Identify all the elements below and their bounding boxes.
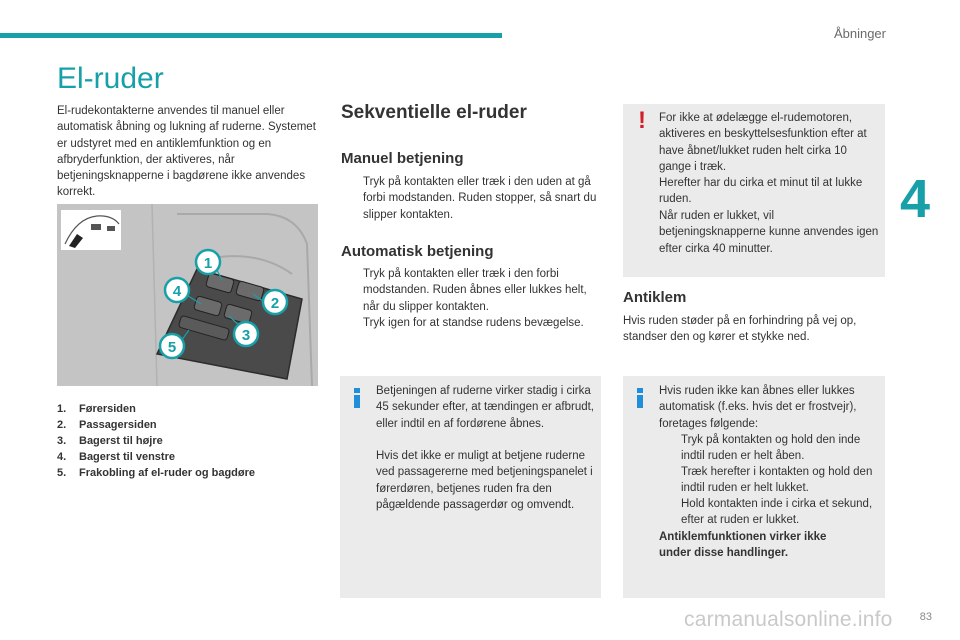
callout-1 (196, 250, 220, 274)
auto-bullet-1: Tryk på kontakten eller træk i den forbi modstanden. Ruden åbnes eller lukkes helt, når du slipper kontakten. (363, 268, 587, 313)
info-icon (637, 388, 643, 408)
manual-bullet: Tryk på kontakten eller træk i den uden at gå forbi modstanden. Ruden stopper, så snart du slipper kontakten. (363, 176, 597, 221)
svg-text:2: 2 (270, 295, 280, 312)
warning-box: ! For ikke at ødelægge el-rudemotoren, aktiveres en beskyttelsesfunktion efter at have åbnet/lukket ruden helt cirka 10 gange i træk. Herefter har du cirka et minut til at lukke ruden. Når ruden er lukket, vil betjeningsknapperne kunne anvendes igen efter cirka 40 minutter. (623, 104, 885, 277)
switch-panel-drawing (57, 204, 318, 386)
car-interior-icon (61, 210, 121, 250)
manual-heading: Manuel betjening (341, 150, 464, 167)
antiklem-paragraph: Hvis ruden støder på en forhindring på vej op, standser den og kører et stykke ned. (623, 315, 857, 344)
callout-2 (263, 290, 287, 314)
list-item: 3. Bagerst til højre (57, 435, 163, 447)
list-item: 1. Førersiden (57, 403, 136, 415)
svg-text:3: 3 (241, 327, 251, 344)
list-item: 4. Bagerst til venstre (57, 451, 175, 463)
frost-bullet-3: Hold kontakten inde i cirka et sekund, efter at ruden er lukket. (681, 498, 873, 527)
watermark: carmanualsonline.info (684, 608, 893, 631)
warning-icon: ! (638, 107, 646, 134)
header-accent-bar (0, 33, 502, 38)
callout-5 (160, 334, 184, 358)
info-box-frost: Hvis ruden ikke kan åbnes eller lukkes automatisk (f.eks. hvis det er frostvejr), foretages følgende: Tryk på kontakten og hold den inde indtil ruden er helt åben. Træk herefter i kontakten og hold den indtil ruden er helt lukket. Hold kontakten inde i cirka et sekund, efter at ruden er lukket. Antiklemfunktionen virker ikke under disse handlinger. (623, 376, 885, 598)
list-item: 5. Frakobling af el-ruder og bagdøre (57, 467, 256, 479)
svg-text:4: 4 (172, 283, 182, 300)
svg-text:5: 5 (167, 339, 177, 356)
page-number: 83 (919, 611, 932, 623)
callout-4 (165, 278, 189, 302)
legend-list (57, 401, 255, 481)
chapter-number: 4 (900, 169, 931, 229)
sequential-heading: Sekventielle el-ruder (341, 102, 527, 123)
page-title: El-ruder (57, 62, 164, 95)
intro-paragraph: El-rudekontakterne anvendes til manuel eller automatisk åbning og lukning af ruderne. Systemet er udstyret med en antiklemfunktion og en afbryderfunktion, der aktiveres, når betjeningsknapperne i bagdørene ikke anvendes korrekt. (57, 105, 316, 199)
list-item: 2. Passagersiden (57, 419, 157, 431)
svg-text:1: 1 (203, 255, 213, 272)
info-icon (354, 388, 360, 408)
auto-heading: Automatisk betjening (341, 243, 494, 260)
antiklem-heading: Antiklem (623, 289, 687, 306)
section-title: Åbninger (833, 26, 886, 41)
frost-bullet-1: Tryk på kontakten og hold den inde indtil ruden er helt åben. (681, 434, 861, 463)
window-switch-illustration (57, 204, 318, 386)
info-box-ignition: Betjeningen af ruderne virker stadig i cirka 45 sekunder efter, at tændingen er afbrudt, eller indtil en af fordørene åbnes. Hvis det ikke er muligt at betjene ruderne ved passagererne med betjeningspanelet i førerdøren, betjenes ruden fra den pågældende passagerdør og omvendt. (340, 376, 601, 598)
frost-bullet-2: Træk herefter i kontakten og hold den indtil ruden er helt lukket. (681, 466, 873, 495)
auto-bullet-2: Tryk igen for at standse rudens bevægelse. (363, 317, 584, 329)
callout-3 (234, 322, 258, 346)
